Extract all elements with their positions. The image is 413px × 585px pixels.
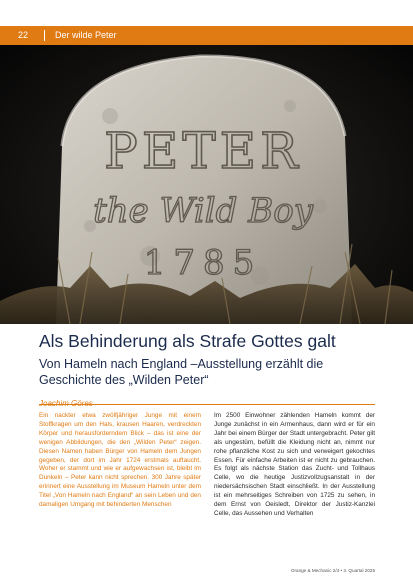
header-band [0,26,413,45]
author-rule [39,404,375,405]
page-number: 22 [18,30,29,40]
article-intro: Ein nackter etwa zwölfjähriger Junge mit einem Stoffkragen um den Hals, krausen Haaren, verdreckten Körper und herausforderndem Blick – das ist eine der wenigen Abbildungen, die den „Wilden Peter“ zeigen. Diesen Namen haben Bürger von Hameln dem Jungen gegeben, der dort im Jahr 1724 erstmals auftaucht. Woher er stammt und wie er aufgewachsen ist, bleibt im Dunkeln – Peter kann nicht sprechen. 300 Jahre später erinnert eine Ausstellung im Museum Hameln unter dem Titel „Von Hameln nach England“ an sein Leben und den damaligen Umgang mit behinderten Menschen [39,412,201,509]
stone-inscription-epithet: the Wild Boy [93,191,313,231]
article-subhead: Von Hameln nach England –Ausstellung erzählt die Geschichte des „Wilden Peter“ [39,357,324,387]
article-body: Im 2500 Einwohner zählenden Hameln kommt der Junge zunächst in ein Armenhaus, dann wird er für ein Jahr bei einem Bürger der Stadt untergebracht. Peter gilt als ungestüm, befüllt die Kleidung nicht an, nimmt nur rohe pflanzliche Kost zu sich und verweigert gekochtes Essen. Für einfache Arbeiten ist er nicht zu gebrauchen. Es folgt als nächste Station das Zucht- und Tollhaus Celle, wo die heutige Justizvollzugsanstalt in der niedersächsischen Stadt einschließt. In der Ausstellung ist ein mehrseitiges Schreiben von 1725 zu sehen, in dem Ernst von Oeisledt, Direktor der Justiz-Kanzlei Celle, das Aussehen und Verhalten [214,412,375,517]
gravestone-illustration [0,26,413,324]
page-footer: Orange & Mechanic 2/4 • 3. Quartal 2025 [290,568,375,573]
article-headline: Als Behinderung als Strafe Gottes galt [39,331,336,351]
stone-inscription-name: PETER [104,122,302,180]
stone-inscription-year: 1785 [143,243,263,283]
section-title: Der wilde Peter [55,30,117,40]
header-photo-gravestone [0,26,413,324]
header-divider [44,30,45,41]
